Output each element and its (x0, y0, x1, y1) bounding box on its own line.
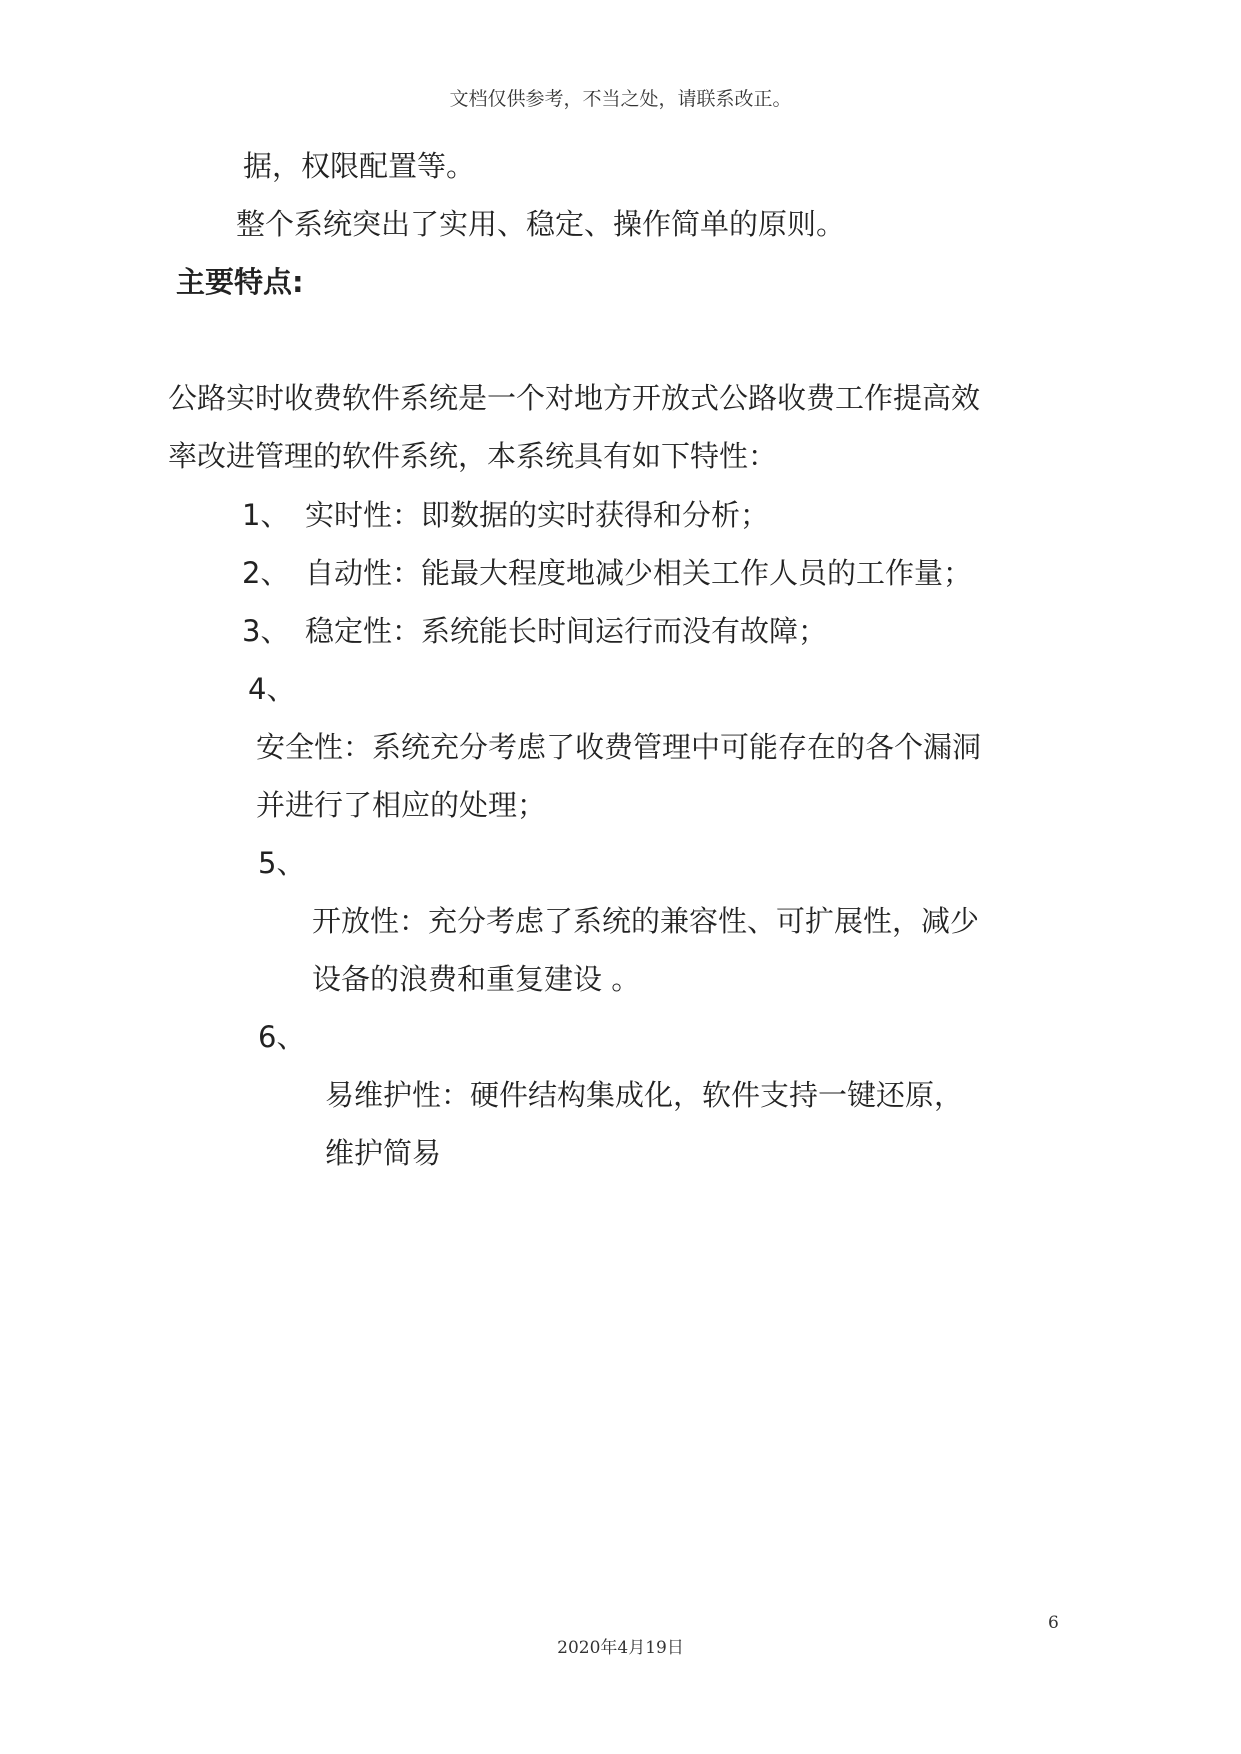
list-item-number: 1、 (242, 498, 290, 532)
list-item-text: 易维护性：硬件结构集成化，软件支持一键还原， (325, 1078, 964, 1112)
text-line: 据，权限配置等。 (243, 149, 476, 183)
list-item-number: 2、 (242, 556, 290, 590)
text-line: 整个系统突出了实用、稳定、操作简单的原则。 (236, 207, 846, 241)
list-item-number: 3、 (242, 614, 290, 648)
list-item-number: 6、 (258, 1020, 306, 1054)
page-header: 文档仅供参考，不当之处，请联系改正。 (449, 88, 792, 110)
section-heading: 主要特点: (176, 265, 304, 299)
list-item-text: 设备的浪费和重复建设 。 (312, 962, 641, 996)
list-item-text: 稳定性：系统能长时间运行而没有故障； (305, 614, 828, 648)
list-item-text: 安全性：系统充分考虑了收费管理中可能存在的各个漏洞 (256, 730, 982, 764)
list-item-text: 维护简易 (325, 1136, 442, 1170)
page-number: 6 (1048, 1613, 1059, 1633)
list-item-number: 5、 (258, 846, 306, 880)
list-item-number: 4、 (248, 672, 296, 706)
paragraph-line: 率改进管理的软件系统，本系统具有如下特性： (168, 439, 778, 473)
list-item-text: 开放性：充分考虑了系统的兼容性、可扩展性，减少 (312, 904, 980, 938)
list-item-text: 自动性：能最大程度地减少相关工作人员的工作量； (305, 556, 973, 590)
list-item-text: 实时性：即数据的实时获得和分析； (305, 498, 770, 532)
footer-date: 2020年4月19日 (557, 1638, 684, 1658)
paragraph-line: 公路实时收费软件系统是一个对地方开放式公路收费工作提高效 (168, 381, 981, 415)
list-item-text: 并进行了相应的处理； (256, 788, 547, 822)
